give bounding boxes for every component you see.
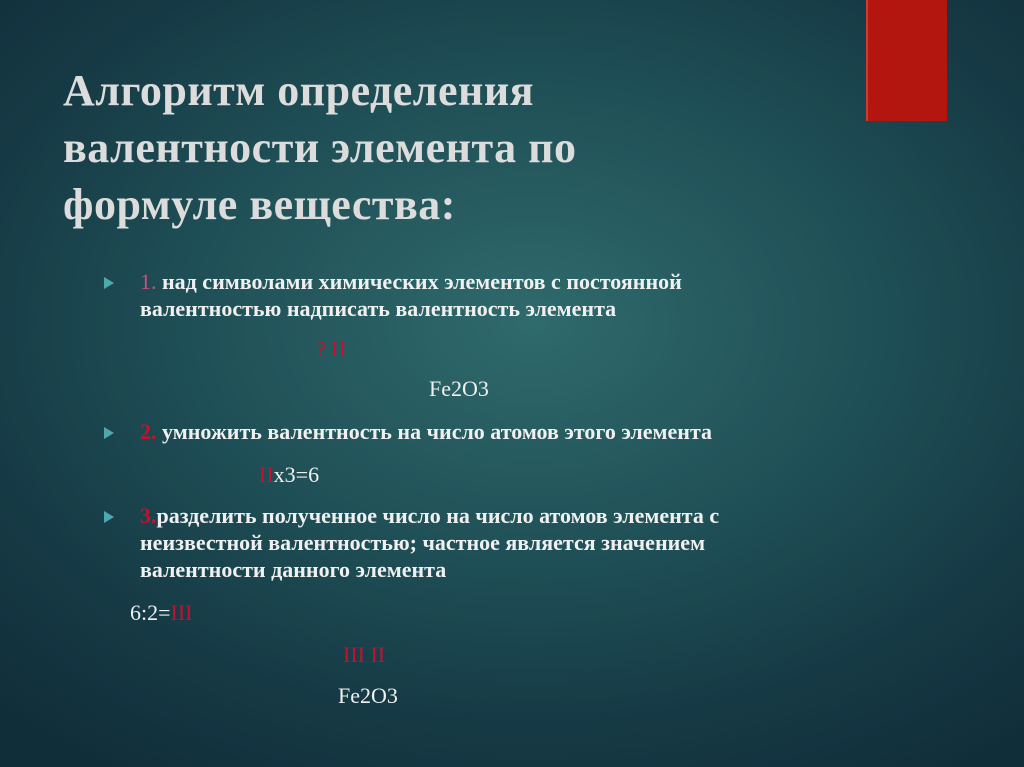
- example-3-prefix: 6:2=: [130, 600, 171, 625]
- title-line-1: Алгоритм определения: [63, 66, 535, 115]
- step-2-line-1: [140, 419, 712, 445]
- example-1-valence-marks: ? II: [316, 336, 346, 361]
- step-3-line-2: неизвестной валентностью; частное является значением: [140, 530, 706, 555]
- example-1-formula: Fe2O3: [429, 376, 489, 401]
- example-2-rest: х3=6: [273, 462, 320, 487]
- step-3-number: 3.: [140, 503, 157, 528]
- title-line-3: формуле вещества:: [63, 180, 456, 229]
- step-2-number: 2.: [140, 419, 157, 444]
- example-4-formula: Fe2O3: [338, 683, 398, 708]
- example-3-result: III: [170, 600, 193, 625]
- bullet-arrow-icon: [104, 277, 114, 289]
- step-1-line-2: валентностью надписать валентность элемента: [140, 296, 617, 321]
- title-line-2: валентности элемента по: [63, 123, 577, 172]
- step-3-text-1: разделить полученное число на число атомов элемента с: [156, 503, 720, 528]
- step-3-line-3: валентности данного элемента: [140, 557, 447, 582]
- example-3-expression: [130, 600, 193, 626]
- example-4-valence-marks: III II: [343, 642, 386, 667]
- bullet-arrow-icon: [104, 511, 114, 523]
- step-1-number: 1.: [140, 269, 157, 294]
- red-accent-block: [866, 0, 947, 121]
- example-2-expression: [259, 462, 319, 488]
- step-1-line-1: [140, 269, 682, 295]
- step-2-text-1: умножить валентность на число атомов этого элемента: [162, 419, 713, 444]
- bullet-arrow-icon: [104, 427, 114, 439]
- step-3-line-1: [140, 503, 719, 529]
- example-2-valence: II: [259, 462, 274, 487]
- step-1-text-1: над символами химических элементов с постоянной: [162, 269, 682, 294]
- slide-title: [63, 62, 823, 233]
